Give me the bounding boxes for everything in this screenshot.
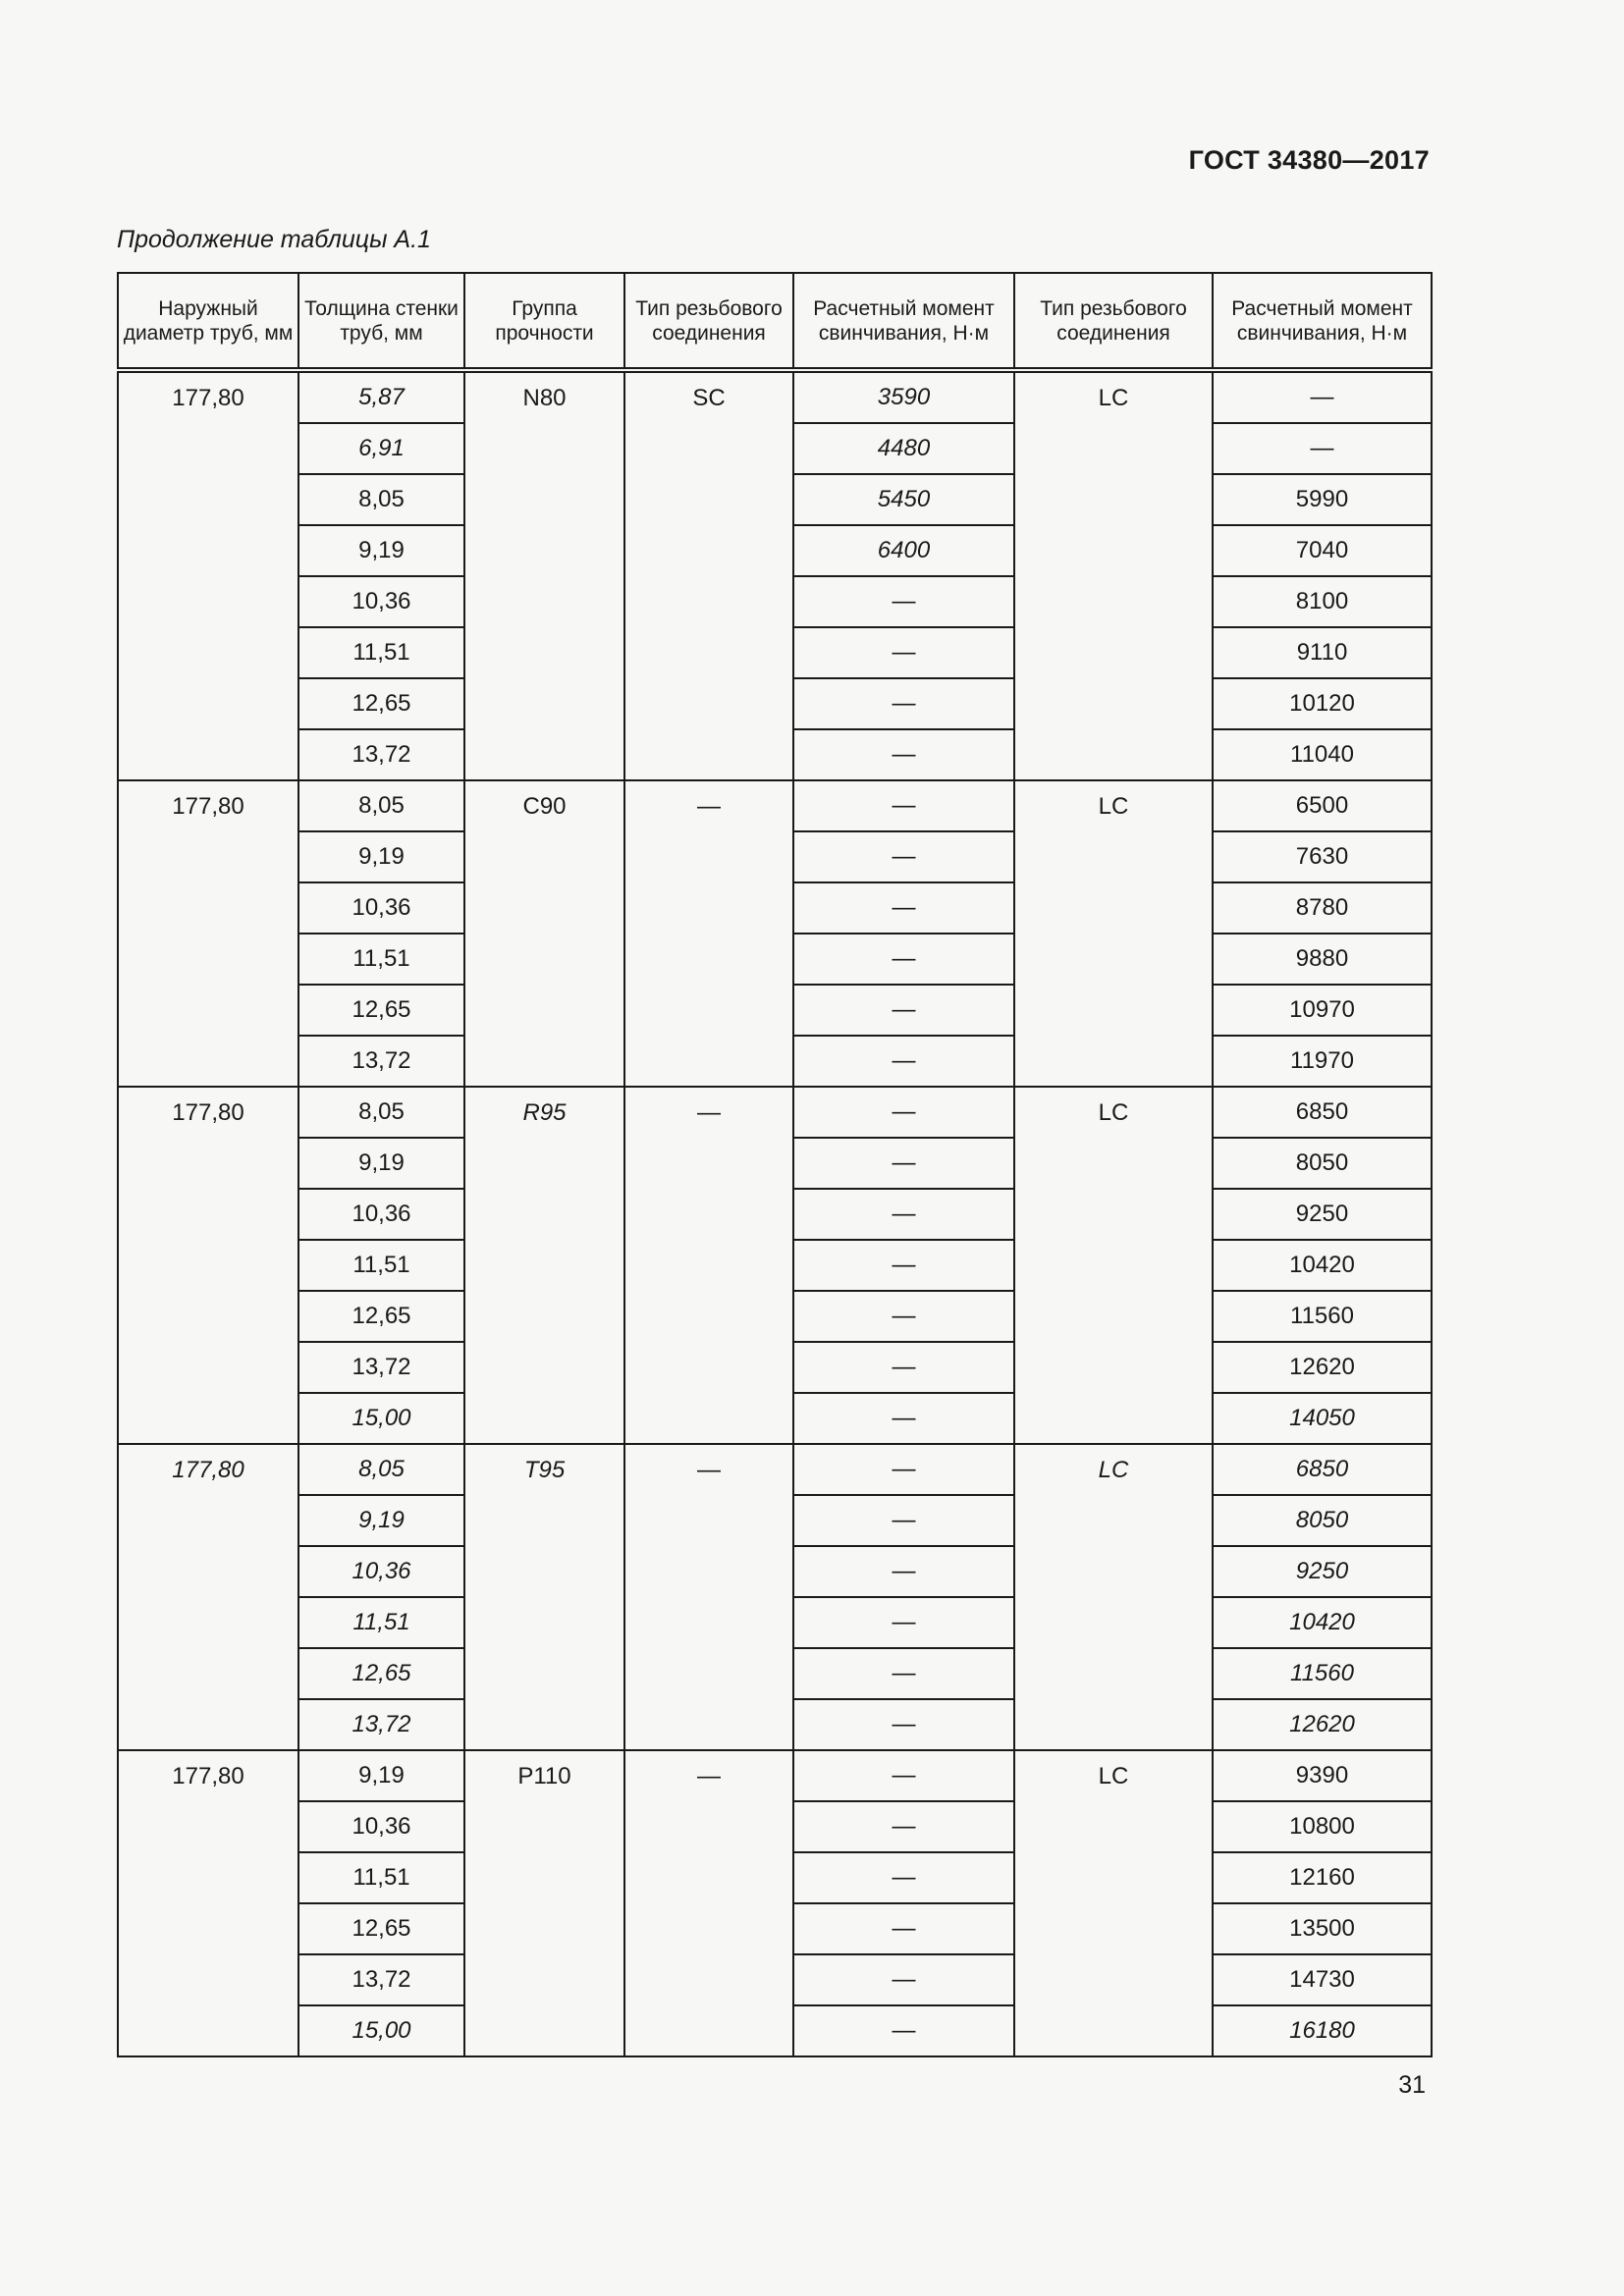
cell-wall-thickness: 8,05	[298, 780, 464, 831]
cell-wall-thickness: 11,51	[298, 1597, 464, 1648]
cell-diameter: 177,80	[118, 1750, 298, 2056]
cell-wall-thickness: 13,72	[298, 1954, 464, 2005]
cell-diameter: 177,80	[118, 1087, 298, 1444]
cell-torque-2: 6850	[1213, 1087, 1432, 1138]
cell-wall-thickness: 11,51	[298, 627, 464, 678]
cell-strength-grade: T95	[464, 1444, 624, 1750]
cell-torque-2: 8050	[1213, 1138, 1432, 1189]
cell-torque-2: 5990	[1213, 474, 1432, 525]
cell-torque-1: —	[793, 576, 1014, 627]
cell-torque-1: —	[793, 1546, 1014, 1597]
cell-wall-thickness: 11,51	[298, 1240, 464, 1291]
cell-wall-thickness: 11,51	[298, 1852, 464, 1903]
cell-wall-thickness: 5,87	[298, 370, 464, 423]
cell-torque-2: 10800	[1213, 1801, 1432, 1852]
cell-torque-2: 9390	[1213, 1750, 1432, 1801]
cell-wall-thickness: 8,05	[298, 1444, 464, 1495]
cell-torque-2: 10970	[1213, 985, 1432, 1036]
cell-wall-thickness: 8,05	[298, 474, 464, 525]
cell-wall-thickness: 10,36	[298, 1546, 464, 1597]
cell-torque-1: 4480	[793, 423, 1014, 474]
cell-torque-1: —	[793, 729, 1014, 780]
col-header-diameter: Наружный диаметр труб, мм	[118, 273, 298, 370]
cell-wall-thickness: 10,36	[298, 576, 464, 627]
cell-torque-1: —	[793, 1444, 1014, 1495]
cell-torque-1: —	[793, 678, 1014, 729]
cell-torque-1: —	[793, 1954, 1014, 2005]
cell-torque-1: —	[793, 1240, 1014, 1291]
cell-wall-thickness: 15,00	[298, 1393, 464, 1444]
col-header-torque-2: Расчетный момент свинчивания, Н·м	[1213, 273, 1432, 370]
table-row	[118, 1444, 1432, 1495]
cell-wall-thickness: 12,65	[298, 678, 464, 729]
col-header-grade: Группа прочности	[464, 273, 624, 370]
cell-torque-2: 6850	[1213, 1444, 1432, 1495]
cell-torque-2: 8100	[1213, 576, 1432, 627]
cell-torque-2: 12620	[1213, 1342, 1432, 1393]
table-row	[118, 1750, 1432, 1801]
cell-wall-thickness: 15,00	[298, 2005, 464, 2056]
cell-wall-thickness: 9,19	[298, 831, 464, 882]
cell-torque-2: —	[1213, 370, 1432, 423]
torque-table	[117, 272, 1433, 2057]
table-body	[118, 370, 1432, 2056]
cell-torque-2: 8780	[1213, 882, 1432, 934]
cell-torque-1: —	[793, 1393, 1014, 1444]
cell-torque-2: 9250	[1213, 1546, 1432, 1597]
cell-connection-1: —	[624, 1444, 793, 1750]
col-header-connection-1: Тип резьбового соединения	[624, 273, 793, 370]
cell-torque-2: 10420	[1213, 1240, 1432, 1291]
cell-torque-2: 12160	[1213, 1852, 1432, 1903]
table-row	[118, 370, 1432, 423]
table-header-row	[118, 273, 1432, 370]
cell-torque-2: —	[1213, 423, 1432, 474]
cell-torque-1: —	[793, 1342, 1014, 1393]
cell-connection-1: —	[624, 1750, 793, 2056]
cell-torque-1: —	[793, 1801, 1014, 1852]
cell-torque-1: —	[793, 780, 1014, 831]
cell-torque-2: 10420	[1213, 1597, 1432, 1648]
cell-wall-thickness: 11,51	[298, 934, 464, 985]
cell-diameter: 177,80	[118, 370, 298, 780]
cell-connection-1: —	[624, 780, 793, 1087]
cell-wall-thickness: 9,19	[298, 1495, 464, 1546]
cell-wall-thickness: 12,65	[298, 985, 464, 1036]
cell-strength-grade: N80	[464, 370, 624, 780]
cell-torque-1: —	[793, 2005, 1014, 2056]
cell-torque-1: —	[793, 985, 1014, 1036]
cell-torque-2: 6500	[1213, 780, 1432, 831]
cell-torque-1: —	[793, 831, 1014, 882]
cell-wall-thickness: 13,72	[298, 1036, 464, 1087]
cell-torque-2: 12620	[1213, 1699, 1432, 1750]
cell-torque-1: —	[793, 1087, 1014, 1138]
col-header-connection-2: Тип резьбового соединения	[1014, 273, 1213, 370]
cell-torque-1: —	[793, 1189, 1014, 1240]
cell-torque-2: 8050	[1213, 1495, 1432, 1546]
cell-torque-2: 14050	[1213, 1393, 1432, 1444]
table-row	[118, 780, 1432, 831]
cell-torque-1: —	[793, 1699, 1014, 1750]
cell-torque-2: 11970	[1213, 1036, 1432, 1087]
cell-torque-1: —	[793, 1750, 1014, 1801]
cell-strength-grade: C90	[464, 780, 624, 1087]
cell-torque-2: 14730	[1213, 1954, 1432, 2005]
cell-wall-thickness: 9,19	[298, 1138, 464, 1189]
cell-wall-thickness: 12,65	[298, 1291, 464, 1342]
cell-wall-thickness: 8,05	[298, 1087, 464, 1138]
cell-wall-thickness: 13,72	[298, 1342, 464, 1393]
cell-torque-2: 16180	[1213, 2005, 1432, 2056]
cell-torque-2: 7040	[1213, 525, 1432, 576]
cell-torque-1: —	[793, 1495, 1014, 1546]
cell-diameter: 177,80	[118, 1444, 298, 1750]
cell-torque-2: 11040	[1213, 729, 1432, 780]
document-code: ГОСТ 34380—2017	[1188, 145, 1430, 175]
cell-torque-1: —	[793, 627, 1014, 678]
cell-torque-2: 10120	[1213, 678, 1432, 729]
table-caption: Продолжение таблицы А.1	[117, 226, 431, 253]
cell-torque-1: —	[793, 1597, 1014, 1648]
cell-wall-thickness: 9,19	[298, 525, 464, 576]
cell-connection-1: —	[624, 1087, 793, 1444]
cell-connection-1: SC	[624, 370, 793, 780]
cell-wall-thickness: 6,91	[298, 423, 464, 474]
cell-connection-2: LC	[1014, 370, 1213, 780]
cell-torque-2: 13500	[1213, 1903, 1432, 1954]
col-header-wall: Толщина стенки труб, мм	[298, 273, 464, 370]
cell-wall-thickness: 10,36	[298, 882, 464, 934]
cell-torque-2: 9880	[1213, 934, 1432, 985]
cell-wall-thickness: 9,19	[298, 1750, 464, 1801]
cell-torque-2: 9250	[1213, 1189, 1432, 1240]
cell-wall-thickness: 12,65	[298, 1648, 464, 1699]
cell-torque-2: 11560	[1213, 1291, 1432, 1342]
cell-torque-1: 5450	[793, 474, 1014, 525]
col-header-torque-1: Расчетный момент свинчивания, Н·м	[793, 273, 1014, 370]
cell-connection-2: LC	[1014, 1087, 1213, 1444]
cell-torque-2: 9110	[1213, 627, 1432, 678]
cell-torque-1: 3590	[793, 370, 1014, 423]
cell-torque-1: —	[793, 1291, 1014, 1342]
cell-connection-2: LC	[1014, 1750, 1213, 2056]
cell-wall-thickness: 10,36	[298, 1801, 464, 1852]
cell-torque-1: 6400	[793, 525, 1014, 576]
cell-torque-1: —	[793, 1903, 1014, 1954]
cell-torque-1: —	[793, 882, 1014, 934]
cell-wall-thickness: 10,36	[298, 1189, 464, 1240]
cell-connection-2: LC	[1014, 1444, 1213, 1750]
cell-torque-1: —	[793, 1648, 1014, 1699]
cell-torque-2: 11560	[1213, 1648, 1432, 1699]
cell-connection-2: LC	[1014, 780, 1213, 1087]
cell-strength-grade: R95	[464, 1087, 624, 1444]
cell-torque-1: —	[793, 1036, 1014, 1087]
cell-torque-1: —	[793, 1852, 1014, 1903]
page-number: 31	[1398, 2071, 1426, 2099]
cell-torque-2: 7630	[1213, 831, 1432, 882]
cell-wall-thickness: 12,65	[298, 1903, 464, 1954]
cell-torque-1: —	[793, 934, 1014, 985]
cell-torque-1: —	[793, 1138, 1014, 1189]
table-row	[118, 1087, 1432, 1138]
cell-wall-thickness: 13,72	[298, 729, 464, 780]
cell-diameter: 177,80	[118, 780, 298, 1087]
cell-strength-grade: P110	[464, 1750, 624, 2056]
cell-wall-thickness: 13,72	[298, 1699, 464, 1750]
